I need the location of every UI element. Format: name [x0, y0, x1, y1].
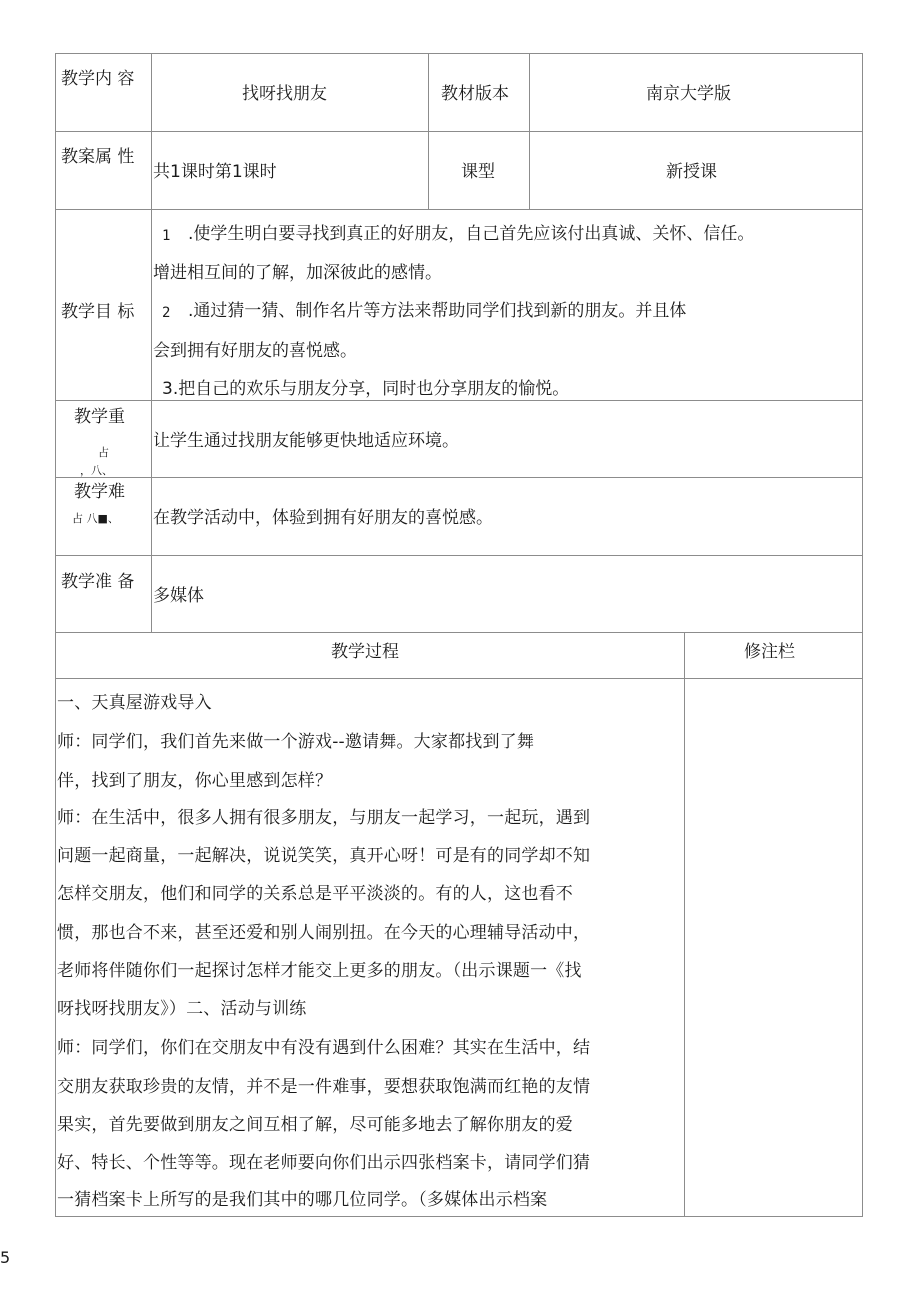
col-separator-mid2 [529, 53, 530, 209]
value-difficulty: 在教学活动中，体验到拥有好朋友的喜悦感。 [153, 508, 493, 528]
label-key-point-mid: 占 [98, 446, 109, 459]
goal-2-line-1: .通过猜一猜、制作名片等方法来帮助同学们找到新的朋友。并且体 [188, 301, 687, 321]
process-line: 师：同学们，你们在交朋友中有没有遇到什么困难？其实在生活中，结 [57, 1038, 591, 1058]
goal-2-line-2: 会到拥有好朋友的喜悦感。 [153, 341, 357, 361]
page-number: 5 [0, 1248, 11, 1267]
process-header: 教学过程 [331, 642, 399, 662]
col-separator-mid [428, 53, 429, 209]
row-separator [55, 209, 863, 210]
process-line: 一、天真屋游戏导入 [57, 693, 212, 713]
value-lesson-attribute: 共1课时第1课时 [153, 162, 277, 182]
col-separator-label [151, 53, 152, 632]
goal-1-line-2: 增进相互间的了解，加深彼此的感情。 [153, 263, 442, 283]
table-border-bottom [55, 1216, 863, 1217]
value-lesson-type: 新授课 [666, 162, 717, 182]
process-line: 伴，找到了朋友，你心里感到怎样？ [57, 771, 333, 791]
label-lesson-type: 课型 [461, 162, 495, 182]
table-border-top [55, 53, 863, 54]
value-teaching-content: 找呀找朋友 [242, 84, 327, 104]
label-lesson-attribute: 教案属 性 [61, 147, 135, 167]
row-separator [55, 400, 863, 401]
label-difficulty-bottom: 占 八■、 [72, 512, 119, 525]
table-border-left [55, 53, 56, 1217]
process-line: 好、特长、个性等等。现在老师要向你们出示四张档案卡，请同学们猜 [57, 1153, 591, 1173]
goal-2-number: 2 [162, 305, 171, 321]
row-separator [55, 131, 863, 132]
row-separator [55, 477, 863, 478]
label-preparation: 教学准 备 [61, 572, 135, 592]
row-separator [55, 678, 863, 679]
row-separator [55, 632, 863, 633]
process-line: 交朋友获取珍贵的友情，并不是一件难事，要想获取饱满而红艳的友情 [57, 1077, 591, 1097]
goal-3-line-1: 3.把自己的欢乐与朋友分享，同时也分享朋友的愉悦。 [162, 379, 570, 399]
value-preparation: 多媒体 [153, 586, 204, 606]
process-line: 问题一起商量，一起解决，说说笑笑，真开心呀！可是有的同学却不知 [57, 846, 591, 866]
process-line: 老师将伴随你们一起探讨怎样才能交上更多的朋友。（出示课题一《找 [57, 961, 582, 981]
label-key-point: 教学重 [74, 407, 125, 427]
process-line: 呀找呀找朋友》）二、活动与训练 [57, 999, 307, 1019]
notes-header: 修注栏 [744, 642, 795, 662]
label-textbook-edition: 教材版本 [441, 84, 509, 104]
process-line: 师：同学们，我们首先来做一个游戏--邀请舞。大家都找到了舞 [57, 732, 535, 752]
process-line: 一猜档案卡上所写的是我们其中的哪几位同学。（多媒体出示档案 [57, 1190, 548, 1210]
value-textbook-edition: 南京大学版 [646, 84, 731, 104]
value-key-point: 让学生通过找朋友能够更快地适应环境。 [153, 431, 459, 451]
col-separator-notes [684, 632, 685, 1216]
process-line: 怎样交朋友，他们和同学的关系总是平平淡淡的。有的人，这也看不 [57, 884, 573, 904]
goal-1-line-1: .使学生明白要寻找到真正的好朋友，自己首先应该付出真诚、关怀、信任。 [188, 224, 755, 244]
label-key-point-bottom: ，八、 [80, 464, 113, 477]
goal-1-number: 1 [162, 228, 171, 244]
label-teaching-content: 教学内 容 [61, 69, 135, 89]
process-line: 果实，首先要做到朋友之间互相了解，尽可能多地去了解你朋友的爱 [57, 1115, 573, 1135]
label-teaching-goals: 教学目 标 [61, 302, 135, 322]
label-difficulty: 教学难 [74, 482, 125, 502]
process-line: 惯，那也合不来，甚至还爱和别人闹别扭。在今天的心理辅导活动中， [57, 923, 591, 943]
row-separator [55, 555, 863, 556]
table-border-right [862, 53, 863, 1217]
process-line: 师：在生活中，很多人拥有很多朋友，与朋友一起学习，一起玩，遇到 [57, 808, 591, 828]
